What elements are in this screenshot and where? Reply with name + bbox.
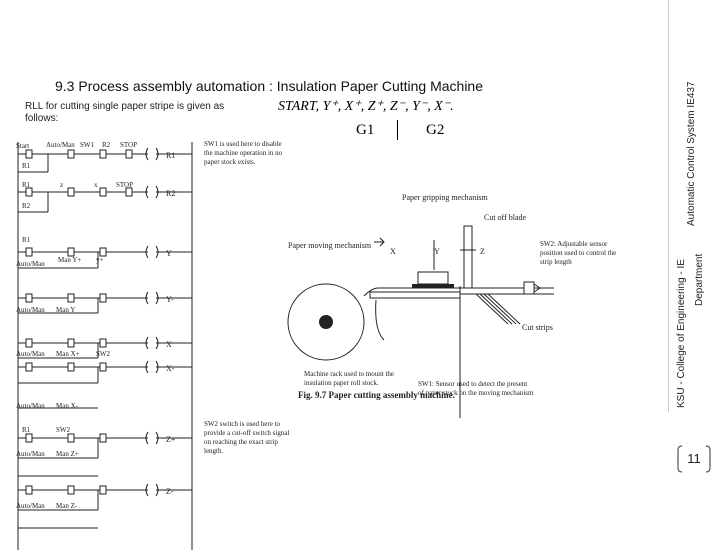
fig-paper-moving: Paper moving mechanism [288, 241, 372, 250]
fig-sw1-note: SW1: Sensor used to detect the present of paper stock on the moving mechanism [418, 380, 534, 397]
coil-r2: R2 [166, 189, 176, 198]
fig-y: Y [434, 247, 440, 256]
fig-paper-gripping: Paper gripping mechanism [402, 193, 488, 202]
rll-description: RLL for cutting single paper stripe is given as follows: [25, 101, 225, 124]
fig-caption: Fig. 9.7 Paper cutting assembly machine. [298, 390, 455, 400]
sidebar-text-dept2: Department [694, 253, 705, 306]
lbl-man-xneg: Man X- [56, 402, 78, 410]
gripper-base [412, 284, 454, 288]
sidebar-text-dept: KSU - College of Engineering - IE [676, 259, 687, 408]
fig-sw2-note: SW2: Adjustable sensor position used to control the strip length [540, 240, 617, 266]
lbl-man-zneg: Man Z- [56, 502, 78, 510]
machine-bed [370, 292, 460, 298]
lbl-sw1: SW1 [80, 141, 94, 149]
slide-title: 9.3 Process assembly automation : Insulation Paper Cutting Machine [55, 78, 484, 94]
lbl-auto-man-x: Auto/Man [16, 350, 45, 358]
group-2-label: G2 [426, 122, 445, 138]
coil-x: X [166, 340, 172, 349]
lbl-r2: R2 [102, 141, 111, 149]
coil-r1: R1 [166, 151, 176, 160]
lbl-r1-y: R1 [22, 236, 31, 244]
lbl-z: z [60, 181, 64, 189]
lbl-man-yneg: Man Y [56, 306, 76, 314]
roll-hub [319, 315, 333, 329]
sw1-note: SW1 is used here to disable the machine operation in no paper stock exists. [204, 140, 283, 166]
lbl-y: y+ [96, 256, 104, 264]
lbl-auto-man-zneg: Auto/Man [16, 502, 45, 510]
group-1-label: G1 [356, 122, 375, 138]
cutoff-blade [464, 226, 472, 288]
coil-z: Z+ [166, 435, 176, 444]
coil-x-neg: X- [166, 364, 175, 373]
sidebar-divider [668, 0, 669, 412]
lbl-x: x [94, 181, 98, 189]
lbl-man-x: Man X+ [56, 350, 80, 358]
page-number: 11 [687, 451, 701, 466]
sw2-note: SW2 switch is used here to provide a cut-off switch signal on reaching the exact strip length. [204, 420, 290, 455]
fig-cutoff-blade: Cut off blade [484, 213, 527, 222]
cut-strips [476, 294, 520, 324]
lbl-auto-man-yneg: Auto/Man [16, 306, 45, 314]
coil-y-neg: Y- [166, 295, 174, 304]
rack-arrow [376, 300, 384, 340]
x-arrow [374, 238, 384, 246]
fig-cut-strips: Cut strips [522, 323, 553, 332]
lbl-auto-man-xneg: Auto/Man [16, 402, 45, 410]
lbl-r2-seal: R2 [22, 202, 31, 210]
sw2-sensor [524, 282, 534, 294]
lbl-stop: STOP [120, 141, 137, 149]
lbl-r1: R1 [22, 181, 31, 189]
lbl-sw2-z: SW2 [56, 426, 70, 434]
lbl-start: Start [16, 142, 30, 150]
lbl-man-y: Man Y+ [58, 256, 82, 264]
coil-y: Y [166, 249, 172, 258]
lbl-stop-2: STOP [116, 181, 133, 189]
lbl-r1-z: R1 [22, 426, 31, 434]
lbl-sw2: SW2 [96, 350, 110, 358]
coil-z-neg: Z- [166, 487, 174, 496]
sidebar-text-course: Automatic Control System IE437 [686, 81, 697, 226]
sequence-formula: START, Y⁺, X⁺, Z⁺, Z⁻, Y⁻, X⁻. [278, 99, 454, 114]
paper-gripper [418, 272, 448, 284]
lbl-auto-man-y: Auto/Man [16, 260, 45, 268]
lbl-man-z: Man Z+ [56, 450, 79, 458]
fig-rack-note: Machine rack used to mount the insulation paper roll stock. [304, 370, 395, 387]
lbl-r1-seal: R1 [22, 162, 31, 170]
group-divider [397, 120, 398, 140]
lbl-auto-man: Auto/Man [46, 141, 75, 149]
fig-z: Z [480, 247, 485, 256]
fig-x: X [390, 247, 396, 256]
lbl-auto-man-z: Auto/Man [16, 450, 45, 458]
ladder-diagram [8, 138, 200, 550]
